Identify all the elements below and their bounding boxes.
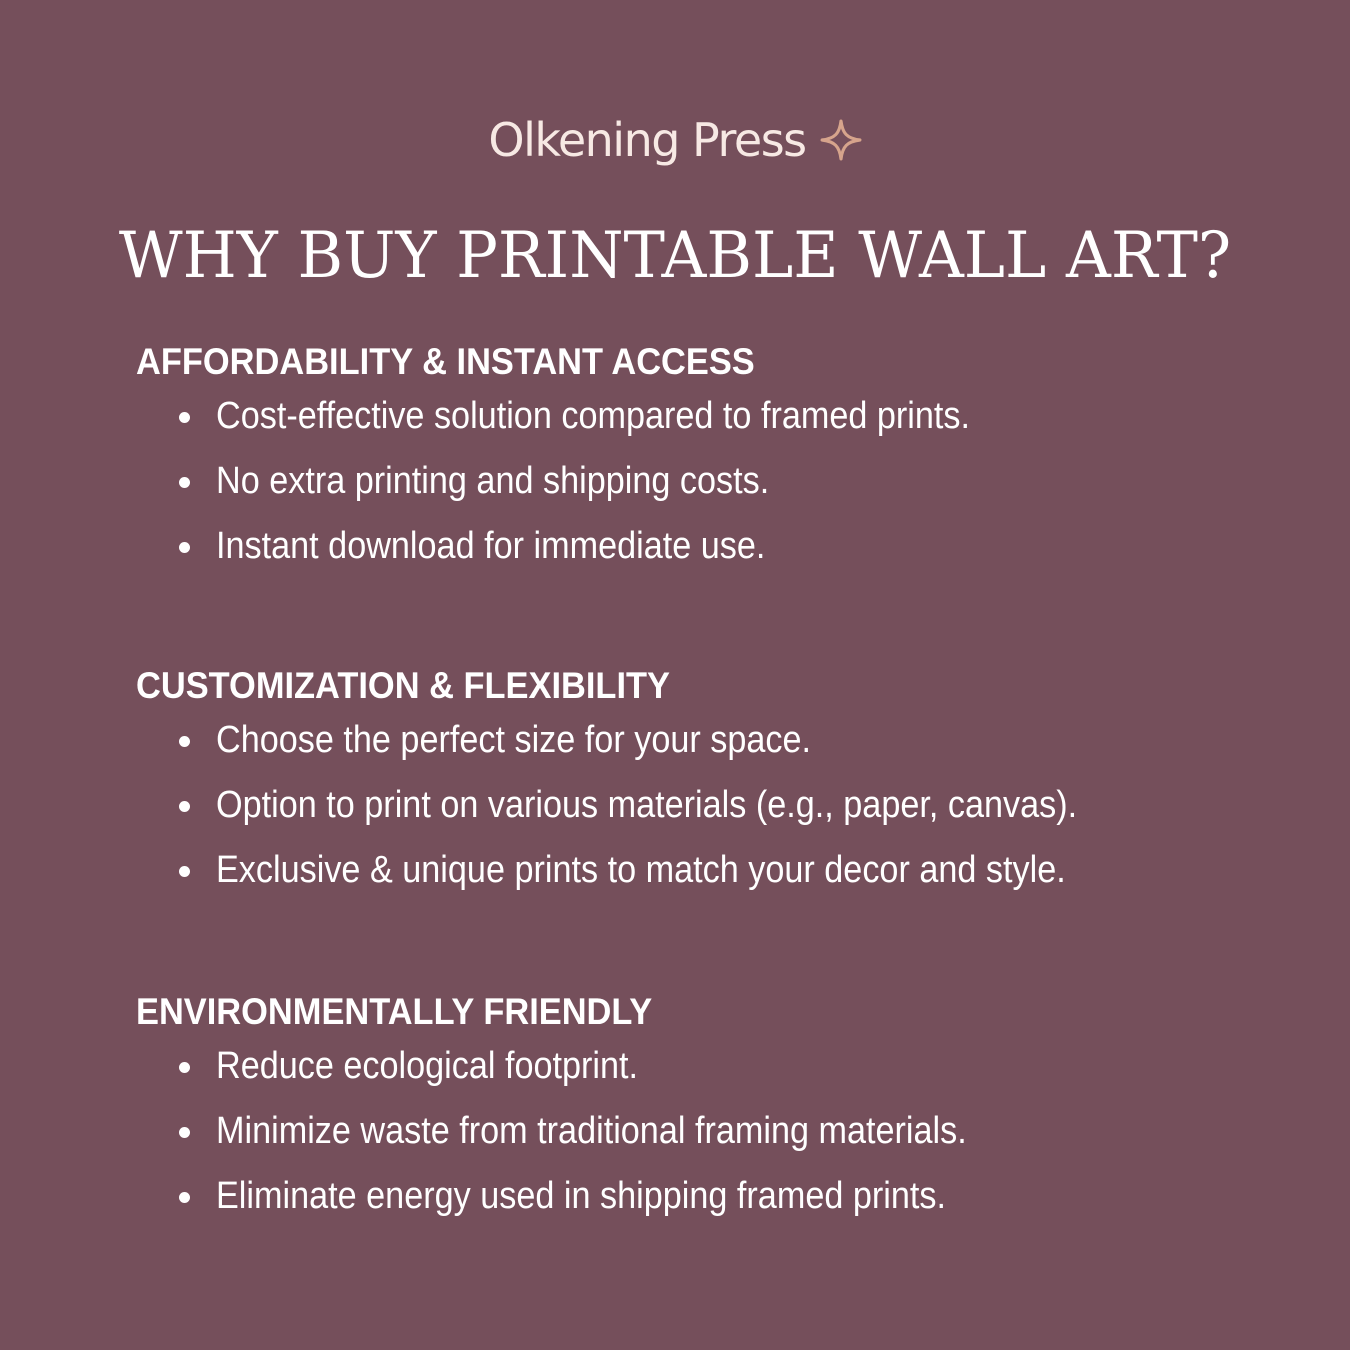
section-affordability — [136, 340, 1256, 579]
list-item-text: Eliminate energy used in shipping framed prints. — [216, 1175, 946, 1217]
bullet-list — [136, 1034, 1256, 1229]
list-item-text: Exclusive & unique prints to match your decor and style. — [216, 849, 1066, 891]
list-item — [136, 773, 1256, 838]
section-title: CUSTOMIZATION & FLEXIBILITY — [136, 665, 670, 706]
bullet-icon — [179, 1127, 190, 1138]
bullet-icon — [179, 801, 190, 812]
list-item — [136, 1164, 1256, 1229]
list-item-text: Choose the perfect size for your space. — [216, 719, 812, 761]
section-title: ENVIRONMENTALLY FRIENDLY — [136, 991, 653, 1032]
list-item-text: Cost-effective solution compared to framed prints. — [216, 395, 971, 437]
page-title: WHY BUY PRINTABLE WALL ART? — [118, 219, 1232, 293]
list-item — [136, 838, 1256, 903]
bullet-icon — [179, 1192, 190, 1203]
bullet-icon — [179, 542, 190, 553]
bullet-icon — [179, 1062, 190, 1073]
sparkle-icon — [820, 119, 862, 161]
section-title: AFFORDABILITY & INSTANT ACCESS — [136, 341, 755, 382]
section-customization — [136, 664, 1256, 903]
list-item — [136, 449, 1256, 514]
list-item — [136, 708, 1256, 773]
list-item-text: Reduce ecological footprint. — [216, 1045, 639, 1087]
list-item-text: Instant download for immediate use. — [216, 525, 766, 567]
bullet-icon — [179, 866, 190, 877]
bullet-list — [136, 708, 1256, 903]
list-item — [136, 514, 1256, 579]
list-item — [136, 1099, 1256, 1164]
list-item — [136, 384, 1256, 449]
bullet-icon — [179, 736, 190, 747]
bullet-icon — [179, 412, 190, 423]
list-item-text: Minimize waste from traditional framing materials. — [216, 1110, 967, 1152]
bullet-list — [136, 384, 1256, 579]
list-item — [136, 1034, 1256, 1099]
brand-logo — [0, 112, 1350, 168]
list-item-text: Option to print on various materials (e.g., paper, canvas). — [216, 784, 1078, 826]
list-item-text: No extra printing and shipping costs. — [216, 460, 770, 502]
section-environment — [136, 990, 1256, 1229]
bullet-icon — [179, 477, 190, 488]
brand-name: Olkening Press — [488, 113, 806, 167]
